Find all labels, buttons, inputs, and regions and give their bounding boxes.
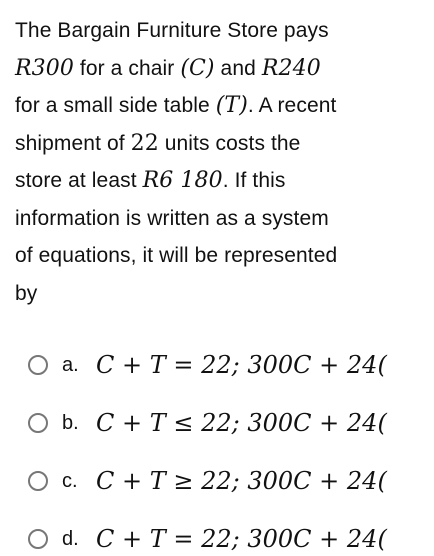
question-line-2-mid: for a chair	[73, 56, 181, 80]
option-letter-c: c.	[62, 469, 78, 492]
question-line-4-text: shipment of	[15, 131, 131, 155]
option-letter-a: a.	[62, 353, 79, 376]
question-line-3-tail: . A recent	[247, 94, 337, 117]
question-text	[15, 12, 420, 312]
chair-variable: (C)	[180, 55, 215, 81]
question-line-3-text: for a small side table	[15, 94, 216, 117]
radio-button-b[interactable]	[28, 413, 48, 433]
answer-options	[28, 339, 434, 556]
question-line-3	[15, 87, 420, 125]
question-line-4	[15, 125, 420, 163]
option-c[interactable]	[28, 455, 434, 507]
shipment-units: 22	[130, 130, 159, 156]
table-price: R240	[261, 55, 321, 81]
question-line-7: of equations, it will be represented	[15, 244, 338, 267]
option-expression-a: C + T = 22; 300C + 24(	[96, 351, 387, 379]
radio-button-d[interactable]	[28, 529, 48, 549]
question-line-5	[15, 162, 420, 200]
question-line-6: information is written as a system	[15, 206, 329, 230]
question-line-5-tail: . If this	[222, 169, 286, 192]
option-expression-c: C + T ≥ 22; 300C + 24(	[96, 467, 387, 495]
chair-price: R300	[15, 55, 74, 81]
option-letter-d: d.	[62, 527, 79, 550]
radio-button-c[interactable]	[28, 471, 48, 491]
radio-button-a[interactable]	[28, 355, 48, 375]
question-line-4-tail: units costs the	[158, 131, 301, 155]
question-line-2-and: and	[214, 56, 262, 80]
question-line-1: The Bargain Furniture Store pays	[15, 19, 329, 42]
question-line-5-text: store at least	[15, 169, 143, 192]
question-line-2	[15, 50, 420, 88]
option-expression-d: C + T = 22; 300C + 24(	[96, 525, 387, 553]
option-b[interactable]	[28, 397, 434, 449]
option-expression-b: C + T ≤ 22; 300C + 24(	[96, 409, 387, 437]
option-d[interactable]	[28, 513, 434, 556]
shipment-cost: R6 180	[142, 168, 223, 193]
option-letter-b: b.	[62, 411, 79, 434]
question-line-8: by	[15, 281, 38, 305]
table-variable: (T)	[215, 93, 248, 118]
option-a[interactable]	[28, 339, 434, 391]
